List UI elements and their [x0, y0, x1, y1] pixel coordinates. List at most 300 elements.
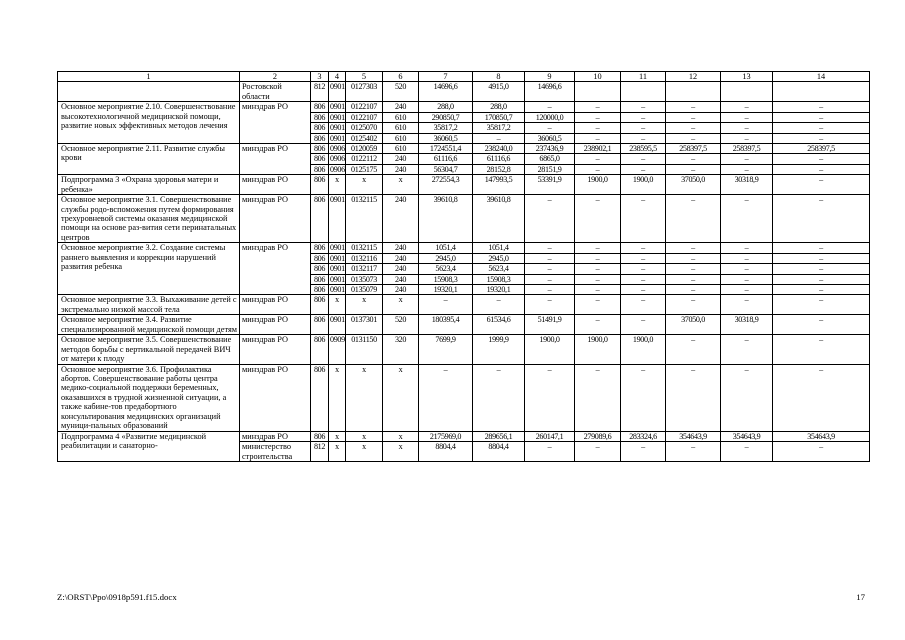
executor: минздрав РО [240, 175, 311, 195]
value-cell: – [575, 364, 621, 431]
value-cell: – [473, 364, 525, 431]
value-cell: – [773, 175, 870, 195]
value-cell: 35817,2 [419, 123, 473, 133]
value-cell: 147993,5 [473, 175, 525, 195]
value-cell: 39610,8 [419, 195, 473, 243]
value-cell: – [621, 243, 666, 253]
value-cell: – [773, 264, 870, 274]
value-cell: 806 [311, 175, 329, 195]
value-cell: 0909 [329, 335, 346, 364]
value-cell: – [525, 274, 575, 284]
file-path: Z:\ORST\Ppo\0918p591.f15.docx [57, 592, 177, 602]
value-cell: – [773, 364, 870, 431]
table-row [58, 102, 870, 112]
value-cell: 288,0 [419, 102, 473, 112]
value-cell: – [721, 274, 773, 284]
value-cell: 0901 [330, 123, 345, 133]
value-cell: – [721, 154, 773, 164]
value-cell: 0901 [329, 82, 346, 102]
value-cell: 0131150 [346, 335, 383, 364]
value-cell: 610 [383, 143, 419, 153]
table-row [58, 335, 870, 364]
value-cell: 806 [311, 102, 329, 112]
header-cell: 9 [525, 72, 575, 82]
value-cell: 28151,9 [525, 164, 575, 174]
value-cell: 15908,3 [419, 274, 473, 284]
value-cell: х [383, 364, 419, 431]
value-cell: 0132116 [346, 253, 383, 263]
table-row [58, 195, 870, 243]
value-cell: – [773, 154, 870, 164]
value-cell: – [621, 284, 666, 294]
measure-name [58, 82, 240, 102]
value-cell: 354643,9 [773, 431, 870, 441]
value-cell: – [575, 133, 621, 143]
value-cell: – [721, 264, 773, 274]
value-cell: 1724551,4 [419, 143, 473, 153]
measure-name: Основное мероприятие 3.3. Выхаживание детей с экстремально низкой массой тела [58, 295, 240, 315]
value-cell [721, 82, 773, 102]
value-cell: 35817,2 [473, 123, 525, 133]
value-cell: 30318,9 [721, 315, 773, 335]
value-cell: – [575, 112, 621, 122]
value-cell: 2175969,0 [419, 431, 473, 441]
value-cell: 30318,9 [721, 175, 773, 195]
executor: Ростовской области [240, 82, 311, 102]
value-cell: 0901 [330, 253, 345, 263]
value-cell: – [419, 295, 473, 315]
value-cell: х [346, 295, 383, 315]
value-cell: 240 [383, 284, 419, 294]
value-cell: 14696,6 [419, 82, 473, 102]
value-cell: 0137301 [346, 315, 383, 335]
value-cell: – [721, 243, 773, 253]
value-cell: 28152,8 [473, 164, 525, 174]
value-cell: – [575, 102, 621, 112]
value-cell: – [666, 364, 721, 431]
table-row [58, 295, 870, 315]
value-cell: 812 [311, 82, 329, 102]
value-cell: – [721, 335, 773, 364]
header-cell: 3 [311, 72, 329, 82]
executor: минздрав РО [240, 243, 311, 295]
executor: минздрав РО [240, 295, 311, 315]
value-cell: 240 [383, 264, 419, 274]
value-cell: 19320,1 [473, 284, 525, 294]
value-cell: 238595,5 [621, 143, 666, 153]
value-cell: – [773, 442, 870, 462]
value-cell: – [419, 364, 473, 431]
value-cell: 806 [311, 274, 329, 284]
value-cell: 0122107 [346, 112, 383, 122]
value-cell: 51491,9 [525, 315, 575, 335]
table-row [58, 243, 870, 253]
value-cell: – [773, 274, 870, 284]
value-cell: – [621, 264, 666, 274]
value-cell: – [666, 264, 721, 274]
value-cell: – [621, 195, 666, 243]
value-cell: 0901 [330, 102, 345, 112]
value-cell: – [721, 442, 773, 462]
value-cell: 53391,9 [525, 175, 575, 195]
value-cell: х [346, 431, 383, 441]
value-cell: 240 [383, 253, 419, 263]
value-cell: 0901 [330, 243, 345, 253]
value-cell: 7699,9 [419, 335, 473, 364]
value-cell: 36060,5 [419, 133, 473, 143]
value-cell: 37050,0 [666, 175, 721, 195]
value-cell: 806 [311, 123, 329, 133]
table-row [58, 315, 870, 335]
value-cell: 0901 [330, 274, 345, 284]
value-cell: 0906 [330, 143, 345, 153]
value-cell: х [329, 442, 346, 462]
value-cell: – [666, 164, 721, 174]
table-row [58, 431, 870, 441]
value-cell: – [575, 315, 621, 335]
value-cell: 238902,1 [575, 143, 621, 153]
value-cell: – [621, 112, 666, 122]
executor: минздрав РО [240, 102, 311, 144]
value-cell: 520 [383, 315, 419, 335]
value-cell: 283324,6 [621, 431, 666, 441]
value-cell: 240 [383, 164, 419, 174]
value-cell: 806 [311, 112, 329, 122]
value-cell: – [525, 243, 575, 253]
value-cell: х [383, 431, 419, 441]
value-cell: – [525, 295, 575, 315]
value-cell: – [666, 195, 721, 243]
executor: минздрав РО [240, 364, 311, 431]
value-cell: – [773, 243, 870, 253]
value-cell: – [621, 164, 666, 174]
value-cell: – [575, 264, 621, 274]
value-cell: – [666, 123, 721, 133]
value-cell: 0132117 [346, 264, 383, 274]
value-cell: 279089,6 [575, 431, 621, 441]
value-cell: 1999,9 [473, 335, 525, 364]
value-cell: 19320,1 [419, 284, 473, 294]
value-cell: 288,0 [473, 102, 525, 112]
value-cell: – [575, 442, 621, 462]
value-cell: 56304,7 [419, 164, 473, 174]
value-cell: – [525, 253, 575, 263]
value-cell: – [721, 195, 773, 243]
value-cell: 61534,6 [473, 315, 525, 335]
value-cell: – [575, 164, 621, 174]
value-cell: 0901 [330, 284, 345, 294]
value-cell: 806 [311, 295, 329, 315]
value-cell: х [329, 295, 346, 315]
value-cell: – [575, 243, 621, 253]
measure-name: Основное мероприятие 3.5. Совершенствование методов борьбы с вертикальной передачей ВИЧ от матери к плоду [58, 335, 240, 364]
value-cell: 354643,9 [721, 431, 773, 441]
value-cell: – [575, 284, 621, 294]
value-cell: 8804,4 [419, 442, 473, 462]
value-cell: – [621, 274, 666, 284]
value-cell: – [773, 315, 870, 335]
value-cell: 240 [383, 102, 419, 112]
value-cell: – [525, 102, 575, 112]
value-cell: 36060,5 [525, 133, 575, 143]
value-cell: – [721, 112, 773, 122]
value-cell: 610 [383, 123, 419, 133]
header-cell: 2 [240, 72, 311, 82]
value-cell: 2945,0 [473, 253, 525, 263]
value-cell: – [525, 442, 575, 462]
value-cell: 0125402 [346, 133, 383, 143]
value-cell: 1051,4 [473, 243, 525, 253]
value-cell: 806 [311, 284, 329, 294]
value-cell: 1900,0 [575, 335, 621, 364]
value-cell: 806 [311, 315, 329, 335]
value-cell: 260147,1 [525, 431, 575, 441]
value-cell: – [773, 102, 870, 112]
value-cell: х [329, 431, 346, 441]
value-cell: 1051,4 [419, 243, 473, 253]
value-cell: – [621, 364, 666, 431]
header-cell: 5 [346, 72, 383, 82]
value-cell: – [773, 284, 870, 294]
value-cell: 0132115 [346, 195, 383, 243]
value-cell: – [621, 123, 666, 133]
value-cell: – [721, 364, 773, 431]
value-cell: 806 [311, 264, 329, 274]
value-cell: – [773, 112, 870, 122]
value-cell: 2945,0 [419, 253, 473, 263]
value-cell: – [773, 133, 870, 143]
value-cell: 0906 [330, 164, 345, 174]
value-cell: 8804,4 [473, 442, 525, 462]
table-row [58, 364, 870, 431]
measure-name: Подпрограмма 3 «Охрана здоровья матери и ребенка» [58, 175, 240, 195]
value-cell: 0122107 [346, 102, 383, 112]
value-cell: – [575, 295, 621, 315]
value-cell: 290850,7 [419, 112, 473, 122]
executor: минздрав РО [240, 431, 311, 441]
value-cell: 0122112 [346, 154, 383, 164]
value-cell: х [383, 175, 419, 195]
value-cell: 5623,4 [473, 264, 525, 274]
value-cell: – [621, 154, 666, 164]
value-cell: 806 [311, 133, 329, 143]
value-cell: 806 [311, 164, 329, 174]
value-cell: 806 [311, 195, 329, 243]
value-cell: 61116,6 [473, 154, 525, 164]
value-cell: 0127303 [346, 82, 383, 102]
header-cell: 6 [383, 72, 419, 82]
value-cell [575, 82, 621, 102]
table-row [58, 82, 870, 102]
value-cell: 14696,6 [525, 82, 575, 102]
value-cell: – [666, 243, 721, 253]
value-cell: 806 [311, 154, 329, 164]
value-cell: – [621, 253, 666, 263]
value-cell: – [525, 264, 575, 274]
budget-table [57, 71, 870, 462]
value-cell: – [666, 295, 721, 315]
value-cell: 240 [383, 154, 419, 164]
value-cell: – [575, 123, 621, 133]
header-cell: 4 [329, 72, 346, 82]
value-cell [773, 82, 870, 102]
value-cell: 1900,0 [621, 175, 666, 195]
value-cell: 0901 [329, 195, 346, 243]
value-cell: 37050,0 [666, 315, 721, 335]
page-number: 17 [856, 592, 865, 602]
value-cell: – [721, 133, 773, 143]
value-cell: – [621, 315, 666, 335]
header-cell: 13 [721, 72, 773, 82]
value-cell: – [666, 284, 721, 294]
value-cell: 1900,0 [621, 335, 666, 364]
value-cell: 610 [383, 112, 419, 122]
header-cell: 14 [773, 72, 870, 82]
value-cell: – [575, 274, 621, 284]
measure-name: Основное мероприятие 3.6. Профилактика абортов. Совершенствование работы центра медико-социальной поддержки беременных, оказавшихся в трудной жизненной ситуации, а также кабине-тов предабортного консультирования медицинских организаций муници-пальных образований [58, 364, 240, 431]
value-cell: 1900,0 [525, 335, 575, 364]
value-cell: – [721, 164, 773, 174]
table-row [58, 175, 870, 195]
value-cell: 240 [383, 243, 419, 253]
value-cell: – [666, 335, 721, 364]
measure-name: Подпрограмма 4 «Развитие медицинской реабилитации и санаторно- [58, 431, 240, 461]
value-cell: 0132115 [346, 243, 383, 253]
value-cell: х [346, 175, 383, 195]
value-cell: 6865,0 [525, 154, 575, 164]
value-cell: 4915,0 [473, 82, 525, 102]
value-cell: 0901 [329, 315, 346, 335]
value-cell: – [525, 123, 575, 133]
header-cell: 7 [419, 72, 473, 82]
measure-name: Основное мероприятие 3.2. Создание системы раннего выявления и коррекции нарушений развития ребенка [58, 243, 240, 295]
value-cell: – [621, 133, 666, 143]
value-cell: – [721, 284, 773, 294]
value-cell: 0120059 [346, 143, 383, 153]
table-row [58, 143, 870, 153]
value-cell: – [473, 133, 525, 143]
value-cell: 170850,7 [473, 112, 525, 122]
value-cell: 15908,3 [473, 274, 525, 284]
header-cell: 12 [666, 72, 721, 82]
value-cell: 61116,6 [419, 154, 473, 164]
value-cell: 0125175 [346, 164, 383, 174]
value-cell: х [383, 442, 419, 462]
value-cell: – [575, 253, 621, 263]
value-cell: 806 [311, 143, 329, 153]
value-cell: 1900,0 [575, 175, 621, 195]
value-cell: – [666, 133, 721, 143]
value-cell: 120000,0 [525, 112, 575, 122]
value-cell: – [773, 335, 870, 364]
value-cell: – [666, 154, 721, 164]
value-cell: – [525, 195, 575, 243]
executor: министерство строительства [240, 442, 311, 462]
value-cell: х [383, 295, 419, 315]
measure-name: Основное мероприятие 3.4. Развитие специализированной медицинской помощи детям [58, 315, 240, 335]
value-cell: 0901 [330, 264, 345, 274]
value-cell: 258397,5 [721, 143, 773, 153]
value-cell: – [773, 164, 870, 174]
value-cell: – [621, 295, 666, 315]
value-cell: 812 [311, 442, 329, 462]
value-cell: 806 [311, 335, 329, 364]
value-cell: х [346, 442, 383, 462]
value-cell: 0125070 [346, 123, 383, 133]
value-cell: 0135073 [346, 274, 383, 284]
header-row [58, 72, 870, 82]
value-cell: 806 [311, 364, 329, 431]
measure-name: Основное мероприятие 3.1. Совершенствование службы родо-вспоможения путем формирования трехуровневой системы оказания медицинской помощи на основе раз-вития сети перинатальных центров [58, 195, 240, 243]
value-cell: 258397,5 [773, 143, 870, 153]
value-cell: – [621, 102, 666, 112]
executor: минздрав РО [240, 315, 311, 335]
value-cell: 0901 [330, 112, 345, 122]
value-cell: – [773, 253, 870, 263]
value-cell: 237436,9 [525, 143, 575, 153]
value-cell: 0906 [330, 154, 345, 164]
value-cell: – [525, 364, 575, 431]
value-cell: 272554,3 [419, 175, 473, 195]
value-cell: – [666, 442, 721, 462]
value-cell: 320 [383, 335, 419, 364]
header-cell: 8 [473, 72, 525, 82]
value-cell: 0901 [330, 133, 345, 143]
value-cell: – [773, 123, 870, 133]
value-cell: 610 [383, 133, 419, 143]
value-cell: 520 [383, 82, 419, 102]
value-cell: х [329, 175, 346, 195]
value-cell: 39610,8 [473, 195, 525, 243]
value-cell: – [721, 253, 773, 263]
value-cell: – [721, 102, 773, 112]
value-cell: 354643,9 [666, 431, 721, 441]
value-cell [666, 82, 721, 102]
value-cell: – [721, 295, 773, 315]
value-cell: 0135079 [346, 284, 383, 294]
value-cell: – [666, 112, 721, 122]
value-cell: 806 [311, 243, 329, 253]
value-cell: х [329, 364, 346, 431]
measure-name: Основное мероприятие 2.11. Развитие службы крови [58, 143, 240, 174]
value-cell: 238240,0 [473, 143, 525, 153]
value-cell: 240 [383, 195, 419, 243]
value-cell: – [721, 123, 773, 133]
value-cell [621, 82, 666, 102]
executor: минздрав РО [240, 335, 311, 364]
value-cell: 240 [383, 274, 419, 284]
value-cell: – [773, 295, 870, 315]
value-cell: – [666, 274, 721, 284]
executor: минздрав РО [240, 195, 311, 243]
value-cell: 289656,1 [473, 431, 525, 441]
header-cell: 10 [575, 72, 621, 82]
header-cell: 11 [621, 72, 666, 82]
value-cell: – [666, 102, 721, 112]
value-cell: – [525, 284, 575, 294]
value-cell: – [773, 195, 870, 243]
value-cell: 258397,5 [666, 143, 721, 153]
measure-name: Основное мероприятие 2.10. Совершенствование высокотехнологичной медицинской помощи, развитие новых эффективных методов лечения [58, 102, 240, 144]
value-cell: 806 [311, 253, 329, 263]
value-cell: – [621, 442, 666, 462]
value-cell: – [575, 195, 621, 243]
value-cell: 806 [311, 431, 329, 441]
value-cell: – [575, 154, 621, 164]
executor: минздрав РО [240, 143, 311, 174]
value-cell: 5623,4 [419, 264, 473, 274]
header-cell: 1 [58, 72, 240, 82]
